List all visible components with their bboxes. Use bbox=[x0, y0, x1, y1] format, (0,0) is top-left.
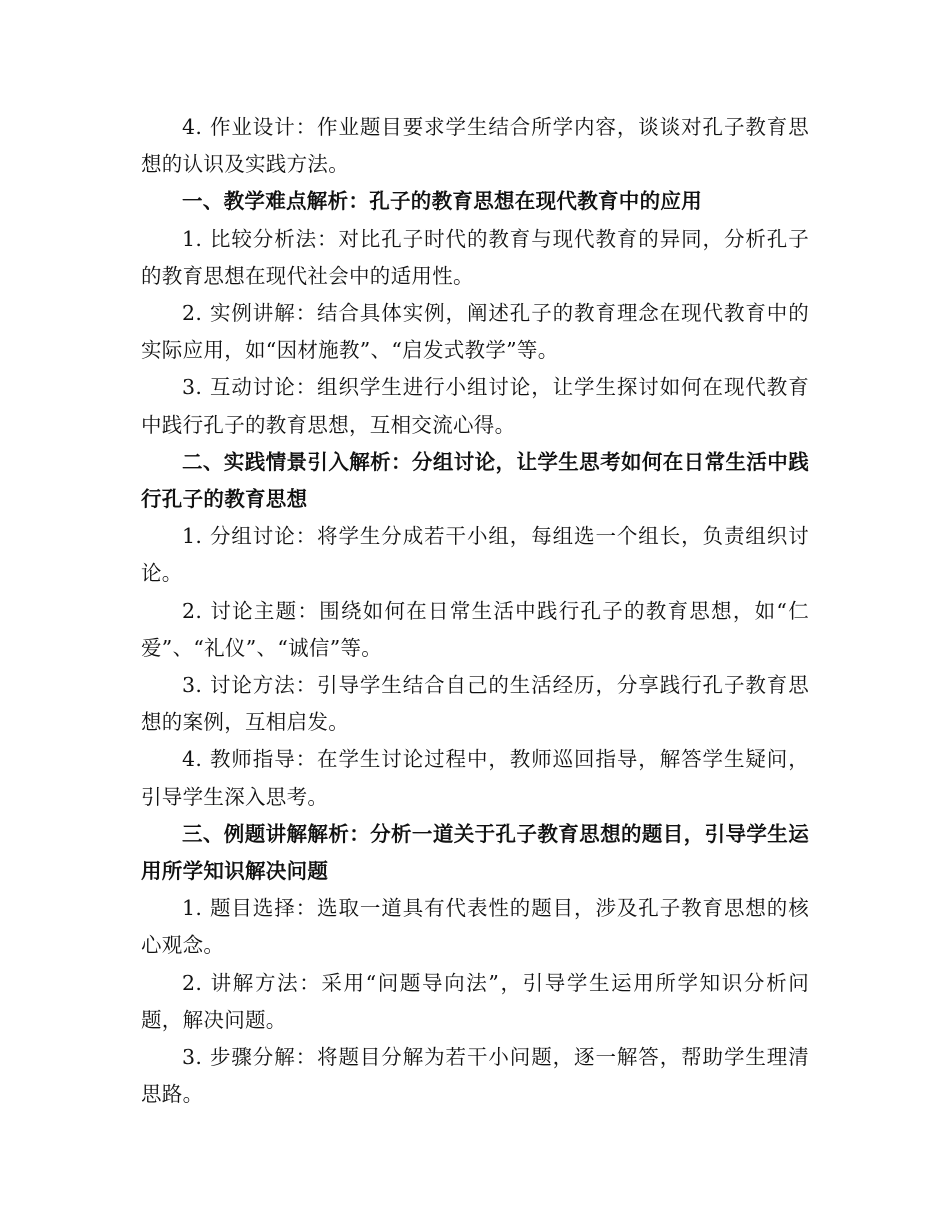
paragraph-text: 比较分析法：对比孔子时代的教育与现代教育的异同，分析孔子的教育思想在现代社会中的适用性。 bbox=[141, 226, 809, 288]
item-number: 2. bbox=[182, 970, 203, 995]
section-heading-1: 一、教学难点解析：孔子的教育思想在现代教育中的应用 bbox=[182, 189, 702, 214]
item-number: 3. bbox=[182, 673, 203, 698]
item-number: 4. bbox=[182, 115, 203, 139]
paragraph-step-breakdown bbox=[141, 1039, 809, 1113]
section-heading-2: 二、实践情景引入解析：分组讨论，让学生思考如何在日常生活中践行孔子的教育思想 bbox=[141, 449, 809, 512]
paragraph-text: 讨论方法：引导学生结合自己的生活经历，分享践行孔子教育思想的案例，互相启发。 bbox=[141, 673, 809, 735]
paragraph-group-discussion bbox=[141, 518, 809, 592]
paragraph-discussion-topic bbox=[141, 593, 809, 667]
paragraph-text: 互动讨论：组织学生进行小组讨论，让学生探讨如何在现代教育中践行孔子的教育思想，互相交流心得。 bbox=[141, 375, 809, 437]
item-number: 3. bbox=[182, 375, 203, 400]
paragraph-discussion-method bbox=[141, 667, 809, 741]
document-page bbox=[141, 109, 809, 1113]
item-number: 2. bbox=[182, 598, 203, 623]
paragraph-text: 教师指导：在学生讨论过程中，教师巡回指导，解答学生疑问，引导学生深入思考。 bbox=[141, 747, 809, 809]
paragraph-teacher-guidance bbox=[141, 741, 809, 815]
section-heading-3: 三、例题讲解解析：分析一道关于孔子教育思想的题目，引导学生运用所学知识解决问题 bbox=[141, 821, 809, 884]
paragraph-text: 分组讨论：将学生分成若干小组，每组选一个组长，负责组织讨论。 bbox=[141, 524, 809, 586]
item-number: 1. bbox=[182, 896, 203, 921]
paragraph-text: 讲解方法：采用“问题导向法”，引导学生运用所学知识分析问题，解决问题。 bbox=[141, 970, 809, 1032]
paragraph-interactive-discussion bbox=[141, 369, 809, 443]
item-number: 1. bbox=[182, 524, 203, 549]
item-number: 3. bbox=[182, 1045, 203, 1070]
item-number: 1. bbox=[182, 226, 203, 251]
item-number: 4. bbox=[182, 747, 203, 772]
paragraph-text: 题目选择：选取一道具有代表性的题目，涉及孔子教育思想的核心观念。 bbox=[141, 896, 809, 958]
paragraph-example-explanation bbox=[141, 295, 809, 369]
paragraph-homework-design bbox=[141, 109, 809, 183]
paragraph-explanation-method bbox=[141, 965, 809, 1039]
item-number: 2. bbox=[182, 301, 203, 326]
paragraph-text: 作业设计：作业题目要求学生结合所学内容，谈谈对孔子教育思想的认识及实践方法。 bbox=[141, 115, 809, 177]
paragraph-text: 步骤分解：将题目分解为若干小问题，逐一解答，帮助学生理清思路。 bbox=[141, 1045, 809, 1107]
paragraph-question-selection bbox=[141, 890, 809, 964]
paragraph-comparison-method bbox=[141, 221, 809, 295]
paragraph-text: 讨论主题：围绕如何在日常生活中践行孔子的教育思想，如“仁爱”、“礼仪”、“诚信”等。 bbox=[141, 598, 809, 660]
paragraph-text: 实例讲解：结合具体实例，阐述孔子的教育理念在现代教育中的实际应用，如“因材施教”、“启发式教学”等。 bbox=[141, 301, 809, 363]
